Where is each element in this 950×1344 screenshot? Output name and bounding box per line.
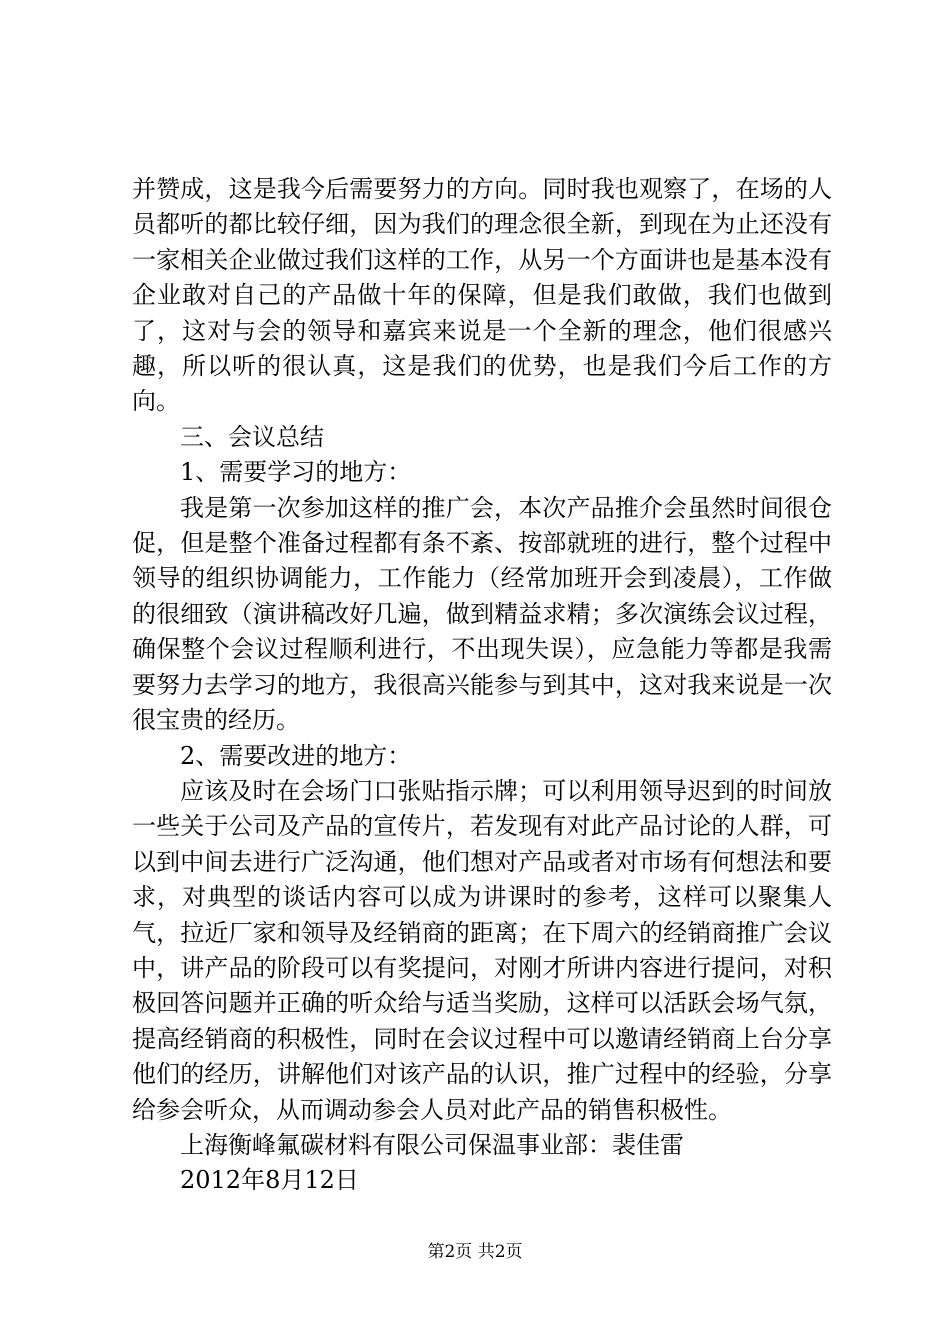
paragraph-improvement: 应该及时在会场门口张贴指示牌；可以利用领导迟到的时间放一些关于公司及产品的宣传片，若发现有对此产品讨论的人群，可以到中间去进行广泛沟通，他们想对产品或者对市场有何想法和要求，对典型的谈话内容可以成为讲课时的参考，这样可以聚集人气，拉近厂家和领导及经销商的距离；在下周六的经销商推广会议中，讲产品的阶段可以有奖提问，对刚才所讲内容进行提问，对积极回答问题并正确的听众给与适当奖励，这样可以活跃会场气氛，提高经销商的积极性，同时在会议过程中可以邀请经销商上台分享他们的经历，讲解他们对该产品的认识，推广过程中的经验，分享给参会听众，从而调动参会人员对此产品的销售积极性。	[132, 776, 832, 1124]
document-body	[132, 172, 832, 1199]
subheading-improvement: 2、需要改进的地方：	[180, 741, 412, 770]
document-date: 2012年8月12日	[180, 1166, 359, 1195]
paragraph-continued: 并赞成，这是我今后需要努力的方向。同时我也观察了，在场的人员都听的都比较仔细，因为我们的理念很全新，到现在为止还没有一家相关企业做过我们这样的工作，从另一个方面讲也是基本没有企业敢对自己的产品做十年的保障，但是我们敢做，我们也做到了，这对与会的领导和嘉宾来说是一个全新的理念，他们很感兴趣，所以听的很认真，这是我们的优势，也是我们今后工作的方向。	[132, 175, 832, 416]
signature: 上海衡峰氟碳材料有限公司保温事业部：裴佳雷	[180, 1130, 684, 1159]
subheading-learning: 1、需要学习的地方：	[180, 458, 412, 487]
section-heading: 三、会议总结	[180, 422, 324, 451]
page-indicator: 第2页 共2页	[427, 1242, 523, 1262]
paragraph-learning: 我是第一次参加这样的推广会，本次产品推介会虽然时间很仓促，但是整个准备过程都有条不紊、按部就班的进行，整个过程中领导的组织协调能力，工作能力（经常加班开会到凌晨），工作做的很细致（演讲稿改好几遍，做到精益求精；多次演练会议过程，确保整个会议过程顺利进行，不出现失误），应急能力等都是我需要努力去学习的地方，我很高兴能参与到其中，这对我来说是一次很宝贵的经历。	[132, 493, 832, 735]
page-footer	[0, 1241, 950, 1263]
